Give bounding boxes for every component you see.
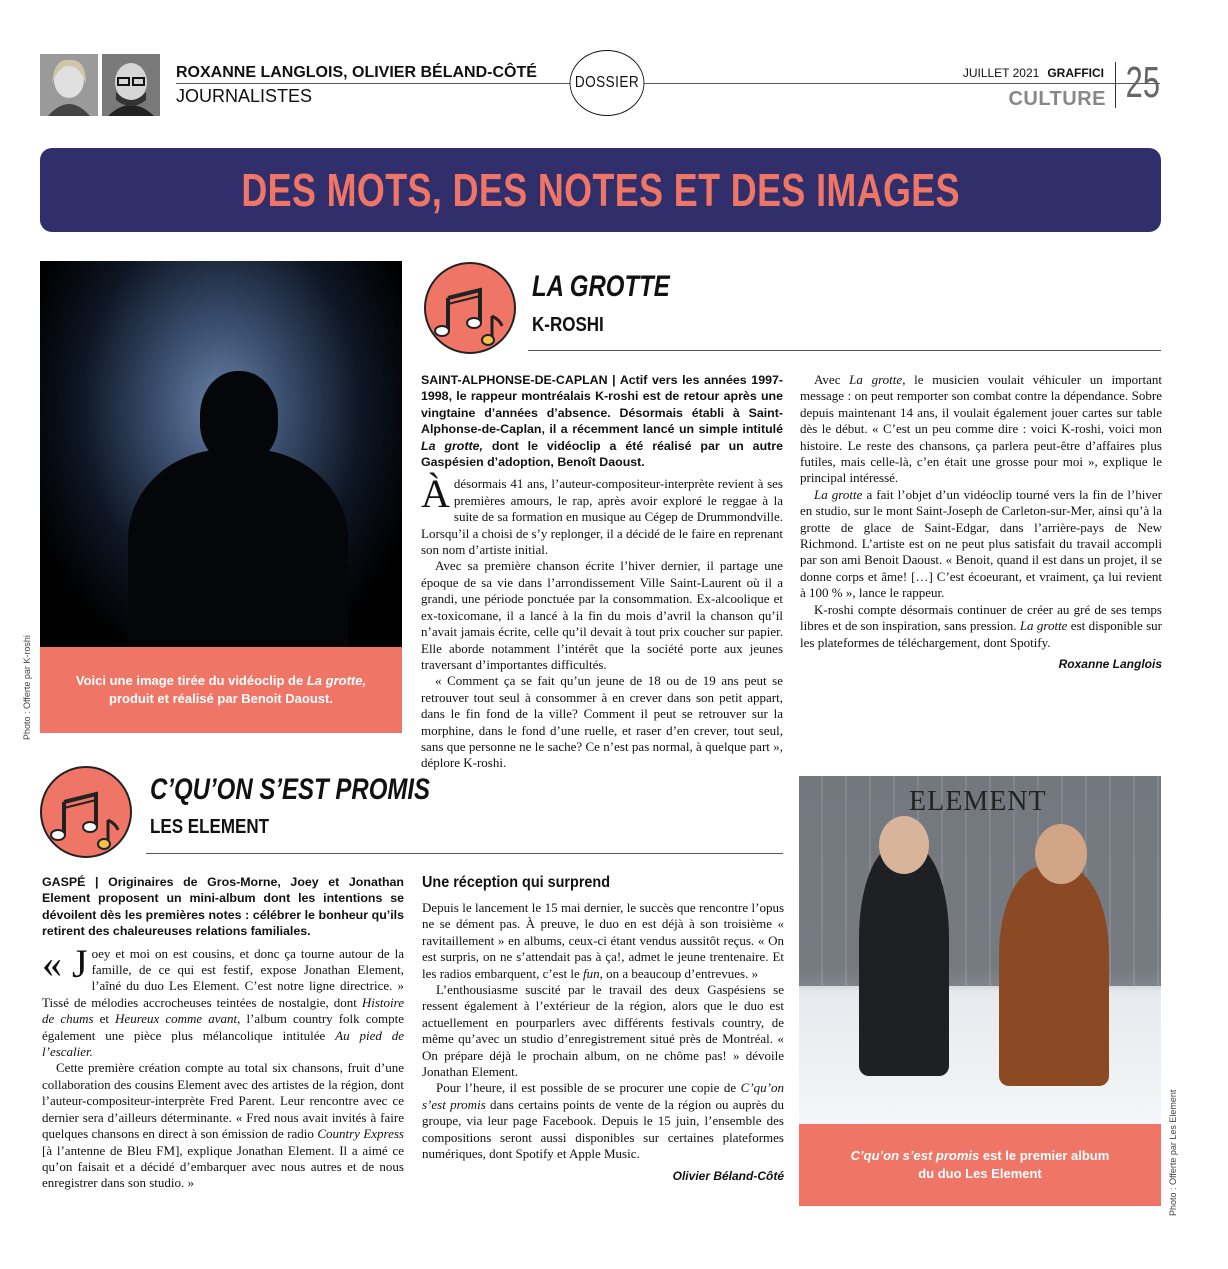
story1-paragraph: À désormais 41 ans, l’auteur-compositeur-interprète revient à ses premières amours, le rap, après avoir exploré le reggae à la suite de sa formation en musique au Cégep de Drummondville. Lorsqu’il a choisi de s’y replonger, il a décidé de le faire en reprenant son nom d’artiste initial. [421, 471, 783, 558]
dateline [963, 66, 1104, 80]
story2-column-2 [422, 874, 784, 1183]
story1-paragraph: La grotte a fait l’objet d’un vidéoclip tourné vers la fin de l’hiver en studio, sur le mont Saint-Joseph de Carleton-sur-Mer, ainsi qu’à la grotte de glace de Saint-Edgar, dans l’arrière-pays de New Richmond. L’artiste est on ne peut plus satisfait du travail accompli par son ami Benoit Daoust. « Benoit, quand il est dans un projet, il se donne corps et âme! […] C’est écoeurant, et vraiment, ça lui revient à 100 % », lance le rappeur. [800, 486, 1162, 601]
story-artist-2: LES ELEMENT [150, 816, 270, 838]
story-title-1: LA GROTTE [532, 270, 670, 303]
story2-column-1 [42, 874, 404, 1192]
story1-paragraph: Avec La grotte, le musicien voulait véhiculer un important message : on peut remporter son combat contre la dépendance. Sobre depuis maintenant 14 ans, il voulait également jouer cartes sur table dès le début. « C’est un peu comme dire : voici K-roshi, voici mon histoire. Le reste des chansons, ça parlera peut-être d’affaires plus futiles, mais celle-là, c’en était une grosse pour moi », explique le principal intéressé. [800, 372, 1162, 486]
story2-paragraph: L’enthousiasme suscité par le travail des deux Gaspésiens se ressent également à l’extérieur de la région, alors que le duo est actuellement en pourparlers avec différents festivals country, de même qu’avec un studio d’enregistrement situé près de Montréal. « On prépare déjà le prochain album, on ne chôme pas! » dévoile Jonathan Element. [422, 982, 784, 1080]
header-rule [176, 83, 1160, 84]
les-element-photo [799, 776, 1161, 1124]
story1-byline: Roxanne Langlois [1058, 656, 1162, 671]
story2-paragraph: Depuis le lancement le 15 mai dernier, le succès que rencontre l’opus ne se dément pas. À preuve, le duo en est déjà à son troisième « ravitaillement » en albums, ceux-ci étant vendus aussitôt reçus. « On est surpris, on ne s’attendait pas à ça!, admet le jeune trentenaire. Et les radios embarquent, c’est le fun, on a beaucoup d’entrevues. » [422, 900, 784, 981]
page-header [40, 50, 1160, 120]
story1-paragraph: K-roshi compte désormais continuer de créer au gré de ses temps libres et de son inspiration, sans pression. La grotte est disponible sur les plateformes de téléchargement, dont Spotify. [800, 601, 1162, 650]
section-name: CULTURE [1008, 88, 1106, 110]
story2-lead: GASPÉ | Originaires de Gros-Morne, Joey et Jonathan Element proposent un mini-album dont les intentions se dévoilent dès les premières notes : célébrer le bonheur qu’ils retirent des chaleureuses relations familiales. [42, 875, 404, 939]
dossier-badge: DOSSIER [570, 50, 645, 116]
music-notes-icon [40, 766, 132, 858]
story-title-2: C’QU’ON S’EST PROMIS [150, 773, 431, 806]
banner-title: DES MOTS, DES NOTES ET DES IMAGES [241, 164, 960, 216]
story2-paragraph: Cette première création compte au total six chansons, fruit d’une collaboration des cousins Element avec des artistes de la région, dont l’auteur-compositeur-interprète Fred Parent. Leur rencontre avec ce dernier sera d’ailleurs déterminante. « Fred nous avait invités à faire quelques chansons en direct à son émission de radio Country Express [à l’antenne de Bleu FM], explique Jonathan Element. Il a aimé ce qu’on faisait et a décidé d’embarquer avec nous autres et de nous enregistrer dans son studio. » [42, 1060, 404, 1191]
story2-byline: Olivier Béland-Côté [672, 1168, 784, 1183]
music-notes-icon [424, 262, 516, 354]
avatar-olivier-beland-cote [102, 54, 160, 116]
dossier-banner [40, 148, 1161, 232]
story-rule-1 [528, 350, 1161, 351]
k-roshi-video-still [40, 261, 402, 647]
story-rule-2 [146, 853, 783, 854]
drop-cap: À [421, 471, 450, 517]
story2-paragraph: Pour l’heure, il est possible de se procurer une copie de C’qu’on s’est promis dans certains points de vente de la région ou auprès du groupe, via leur page Facebook. Depuis le 15 juin, l’ensemble des compositions seront aussi disponibles sur certaines plateformes numériques, dont Spotify et Apple Music. [422, 1080, 785, 1162]
story2-subhead: Une réception qui surprend [422, 874, 611, 891]
story1-column-1 [421, 372, 783, 772]
drop-cap: « J [42, 940, 88, 986]
avatar-roxanne-langlois [40, 54, 98, 116]
page-number: 25 [1125, 58, 1160, 107]
issue-date: JUILLET 2021 [962, 66, 1040, 80]
story1-paragraph: Avec sa première chanson écrite l’hiver dernier, il partage une époque de sa vie dans l’arrondissement Ville Saint-Laurent où il a grandi, une période ponctuée par la consommation. Ex-alcoolique et ex-toxicomane, il a lancé à la fin du mois d’avril la chanson qu’il n’avait jamais écrite, celle qu’il devait à tout prix coucher sur papier. Elle aborde notamment l’intérêt que la société porte aux jeunes traversant d’importantes difficultés. [421, 558, 783, 672]
story1-lead: SAINT-ALPHONSE-DE-CAPLAN | Actif vers les années 1997-1998, le rappeur montréalais K-roshi est de retour après une vingtaine d’années d’absence. Désormais établi à Saint-Alphonse-de-Caplan, il a récemment lancé un simple intitulé La grotte, dont le vidéoclip a été réalisé par un autre Gaspésien d’adoption, Benoît Daoust. [421, 373, 783, 470]
story-artist-1: K-ROSHI [532, 314, 604, 336]
author-names: ROXANNE LANGLOIS, OLIVIER BÉLAND-CÔTÉ [176, 64, 537, 81]
publication-name: GRAFFICI [1047, 66, 1104, 80]
author-role: JOURNALISTES [176, 86, 313, 106]
photo-credit-2: Photo : Offerte par Les Element [1168, 1089, 1178, 1216]
story2-paragraph: « J oey et moi on est cousins, et donc ça tourne autour de la famille, de ce qui est festif, expose Jonathan Element, l’aîné du duo Les Element. C’est notre ligne directrice. » Tissé de mélodies accrocheuses teintées de nostalgie, dont Histoire de chums et Heureux comme avant, l’album country folk compte également une pièce plus mélancolique intitulée Au pied de l’escalier. [42, 940, 404, 1060]
photo-caption-1: Voici une image tirée du vidéoclip de La grotte, produit et réalisé par Benoit Daoust. [40, 647, 402, 733]
story1-paragraph: « Comment ça se fait qu’un jeune de 18 ou de 19 ans peut se retrouver tout seul à consommer à en crever dans son petit appart, dans le fin fond de la ville? Comment il peut se retrouver sur la morphine, dans le fond d’une ruelle, et raser d’en crever, tout seul, sans que personne ne le sache? Ce n’est pas normal, à quelque part », déplore K-roshi. [421, 673, 783, 771]
photo-credit-1: Photo : Offerte par K-roshi [22, 635, 32, 740]
header-divider [1115, 62, 1116, 108]
les-element-logo: ELEMENT [909, 786, 1047, 817]
photo-caption-2: C’qu’on s’est promis est le premier album du duo Les Element [799, 1124, 1161, 1206]
story1-column-2 [800, 372, 1162, 671]
